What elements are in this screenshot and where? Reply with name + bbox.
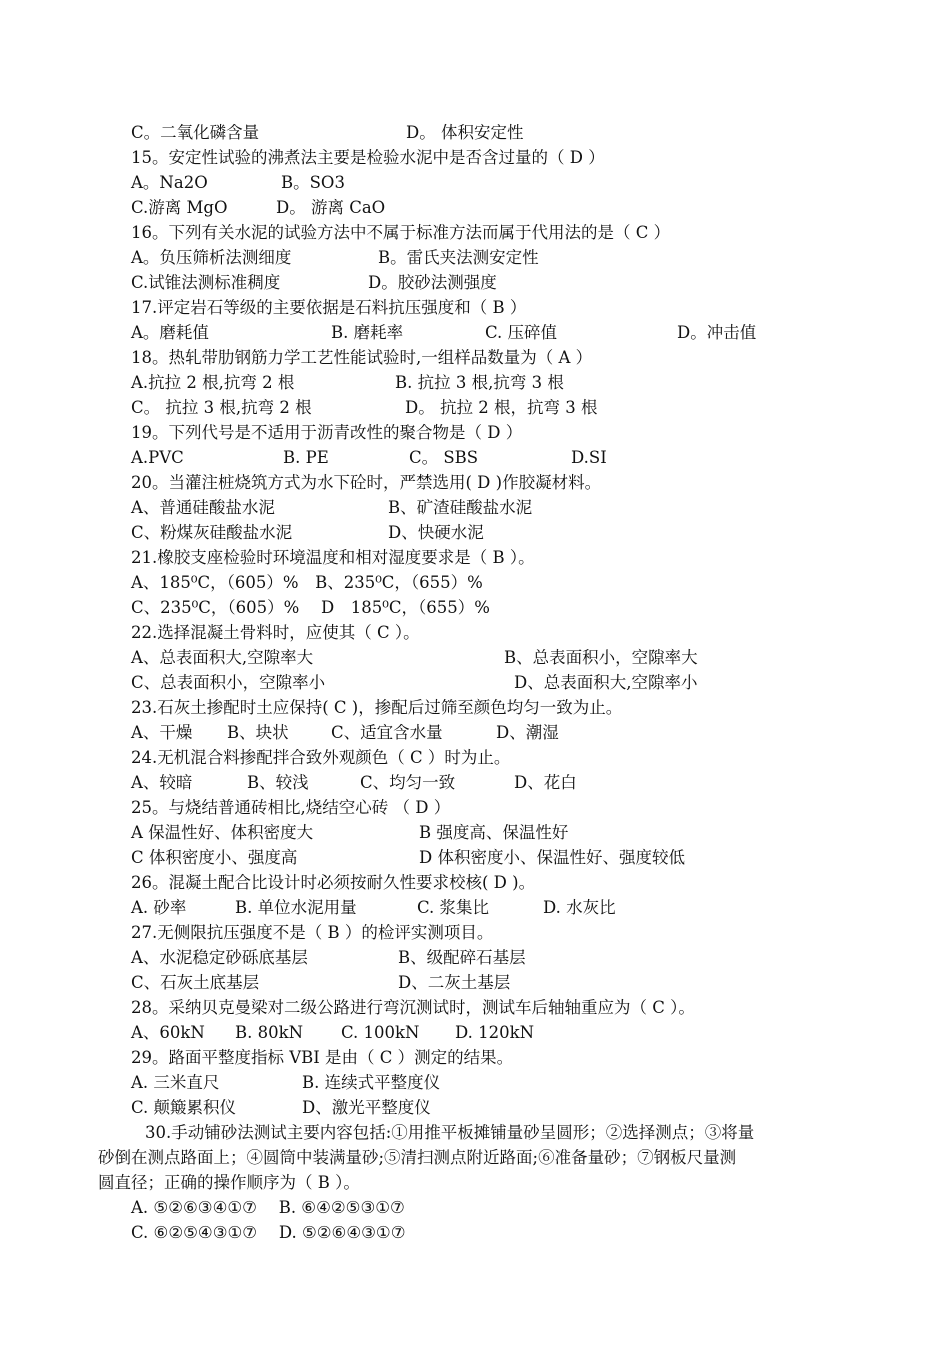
option-c: C、粉煤灰硅酸盐水泥 (131, 523, 293, 542)
option-a: A. 三米直尺 (131, 1073, 220, 1092)
option-b: B、级配碎石基层 (398, 948, 526, 967)
option-c: C.试锥法测标准稠度 (131, 273, 281, 292)
question-text: 18。热轧带肋钢筋力学工艺性能试验时,一组样品数量为（ A ） (131, 348, 593, 367)
question-text: 15。安定性试验的沸煮法主要是检验水泥中是否含过量的（ D ） (131, 148, 605, 167)
option-b: B。雷氏夹法测安定性 (378, 248, 539, 267)
line-q18-options-ab (131, 370, 870, 395)
question-text: 21.橡胶支座检验时环境温度和相对湿度要求是（ B ）。 (131, 548, 535, 567)
line-q25-options-ab (131, 820, 870, 845)
question-text-continued: 砂倒在测点路面上；④圆筒中装满量砂;⑤清扫测点附近路面;⑥准备量砂；⑦钢板尺量测 (98, 1148, 737, 1167)
option-c: C. 压碎值 (485, 323, 558, 342)
line-q22-question (131, 620, 870, 645)
option-d: D、二灰土基层 (398, 973, 511, 992)
option-d: D、总表面积大,空隙率小 (514, 673, 698, 692)
line-q26-question (131, 870, 870, 895)
line-q21-question (131, 545, 870, 570)
options-cd-text: C. ⑥②⑤④③①⑦ D. ⑤②⑥④③①⑦ (131, 1223, 406, 1242)
option-d: D.SI (571, 448, 607, 467)
line-q20-options-cd (131, 520, 870, 545)
option-a: A.PVC (131, 448, 184, 467)
line-q25-options-cd (131, 845, 870, 870)
option-d: D。 抗拉 2 根，抗弯 3 根 (405, 398, 598, 417)
question-text: 27.无侧限抗压强度不是（ B ）的检评实测项目。 (131, 923, 494, 942)
option-a: A。磨耗值 (131, 323, 209, 342)
option-b: B。SO3 (281, 173, 345, 192)
option-a: A. 砂率 (131, 898, 187, 917)
line-q22-options-cd (131, 670, 870, 695)
line-q30-question-1 (145, 1120, 890, 1145)
line-q16-options-ab (131, 245, 870, 270)
line-q25-question (131, 795, 870, 820)
option-a: A、总表面积大,空隙率大 (131, 648, 314, 667)
option-b: B 强度高、保温性好 (419, 823, 569, 842)
option-c: C.游离 MgO (131, 198, 228, 217)
options-cd-text: C、235⁰C，（605）% D 185⁰C，（655）% (131, 598, 490, 617)
option-b: B、较浅 (247, 773, 309, 792)
line-q30-options-ab (131, 1195, 870, 1220)
option-b: B. PE (283, 448, 329, 467)
option-a: A、干燥 (131, 723, 193, 742)
option-d: D. 120kN (455, 1023, 535, 1042)
line-q19-question (131, 420, 870, 445)
option-d: D、潮湿 (496, 723, 559, 742)
line-q18-question (131, 345, 870, 370)
option-d: D。胶砂法测强度 (368, 273, 497, 292)
line-q27-options-cd (131, 970, 870, 995)
line-q22-options-ab (131, 645, 870, 670)
option-a: A、普通硅酸盐水泥 (131, 498, 275, 517)
line-q29-question (131, 1045, 870, 1070)
option-c: C、总表面积小，空隙率小 (131, 673, 326, 692)
option-a: A、60kN (131, 1023, 205, 1042)
line-q30-options-cd (131, 1220, 870, 1245)
question-text-continued: 圆直径；正确的操作顺序为（ B ）。 (98, 1173, 360, 1192)
line-q23-question (131, 695, 870, 720)
option-c: C 体积密度小、强度高 (131, 848, 298, 867)
option-c: C、均匀一致 (360, 773, 456, 792)
option-c: C. 颠簸累积仪 (131, 1098, 237, 1117)
option-c: C. 100kN (341, 1023, 420, 1042)
line-q16-options-cd (131, 270, 870, 295)
line-q24-question (131, 745, 870, 770)
option-a: A、较暗 (131, 773, 193, 792)
option-b: B. 抗拉 3 根,抗弯 3 根 (395, 373, 564, 392)
line-q28-options (131, 1020, 870, 1045)
option-b: B. 单位水泥用量 (235, 898, 357, 917)
line-q18-options-cd (131, 395, 870, 420)
option-d: D、快硬水泥 (388, 523, 484, 542)
question-text: 25。与烧结普通砖相比,烧结空心砖 （ D ） (131, 798, 451, 817)
line-q21-options-ab (131, 570, 870, 595)
option-a: A、水泥稳定砂砾底基层 (131, 948, 308, 967)
question-text: 19。下列代号是不适用于沥青改性的聚合物是（ D ） (131, 423, 523, 442)
line-q14-options-cd (131, 120, 870, 145)
option-d: D、激光平整度仪 (302, 1098, 431, 1117)
line-q30-question-3 (98, 1170, 890, 1195)
option-d: D. 水灰比 (543, 898, 616, 917)
line-q21-options-cd (131, 595, 870, 620)
option-d: D、花白 (514, 773, 577, 792)
option-a: A 保温性好、体积密度大 (131, 823, 314, 842)
option-d: D。冲击值 (677, 323, 757, 342)
option-d: D 体积密度小、保温性好、强度较低 (419, 848, 685, 867)
option-d: D。 游离 CaO (276, 198, 386, 217)
line-q24-options (131, 770, 870, 795)
option-b: B、总表面积小，空隙率大 (504, 648, 698, 667)
question-text: 28。采纳贝克曼梁对二级公路进行弯沉测试时，测试车后轴轴重应为（ C ）。 (131, 998, 695, 1017)
option-a: A。Na2O (131, 173, 208, 192)
option-c: C. 浆集比 (417, 898, 490, 917)
line-q28-question (131, 995, 870, 1020)
option-b: B、块状 (227, 723, 289, 742)
line-q27-options-ab (131, 945, 870, 970)
line-q15-question (131, 145, 870, 170)
question-text: 29。路面平整度指标 VBI 是由（ C ）测定的结果。 (131, 1048, 514, 1067)
option-c: C、石灰土底基层 (131, 973, 260, 992)
option-b: B. 连续式平整度仪 (302, 1073, 441, 1092)
line-q20-options-ab (131, 495, 870, 520)
line-q17-options (131, 320, 870, 345)
line-q19-options (131, 445, 870, 470)
line-q15-options-ab (131, 170, 870, 195)
question-text: 17.评定岩石等级的主要依据是石料抗压强度和（ B ） (131, 298, 527, 317)
option-a: A。负压筛析法测细度 (131, 248, 292, 267)
option-d: D。 体积安定性 (406, 123, 524, 142)
option-c: C、适宜含水量 (331, 723, 443, 742)
option-c: C。 抗拉 3 根,抗弯 2 根 (131, 398, 312, 417)
line-q17-question (131, 295, 870, 320)
options-ab-text: A、185⁰C，（605）% B、235⁰C，（655）% (131, 573, 483, 592)
option-b: B. 80kN (235, 1023, 304, 1042)
question-text: 22.选择混凝土骨料时，应使其（ C ）。 (131, 623, 420, 642)
line-q15-options-cd (131, 195, 870, 220)
line-q27-question (131, 920, 870, 945)
question-text: 20。当灌注桩烧筑方式为水下砼时，严禁选用( D )作胶凝材料。 (131, 473, 602, 492)
line-q30-question-2 (98, 1145, 890, 1170)
question-text: 23.石灰土掺配时土应保持( C )，掺配后过筛至颜色均匀一致为止。 (131, 698, 623, 717)
question-text: 30.手动铺砂法测试主要内容包括:①用推平板摊铺量砂呈圆形；②选择测点；③将量 (145, 1123, 755, 1142)
line-q29-options-cd (131, 1095, 870, 1120)
line-q26-options (131, 895, 870, 920)
line-q20-question (131, 470, 870, 495)
option-a: A.抗拉 2 根,抗弯 2 根 (131, 373, 295, 392)
line-q23-options (131, 720, 870, 745)
option-c: C。 SBS (409, 448, 479, 467)
question-text: 26。混凝土配合比设计时必须按耐久性要求校核( D )。 (131, 873, 536, 892)
line-q29-options-ab (131, 1070, 870, 1095)
option-b: B、矿渣硅酸盐水泥 (388, 498, 533, 517)
question-text: 16。下列有关水泥的试验方法中不属于标准方法而属于代用法的是（ C ） (131, 223, 671, 242)
option-b: B. 磨耗率 (331, 323, 404, 342)
line-q16-question (131, 220, 870, 245)
question-text: 24.无机混合料掺配拌合致外观颜色（ C ）时为止。 (131, 748, 511, 767)
options-ab-text: A. ⑤②⑥③④①⑦ B. ⑥④②⑤③①⑦ (131, 1198, 405, 1217)
option-c: C。二氧化磷含量 (131, 123, 260, 142)
